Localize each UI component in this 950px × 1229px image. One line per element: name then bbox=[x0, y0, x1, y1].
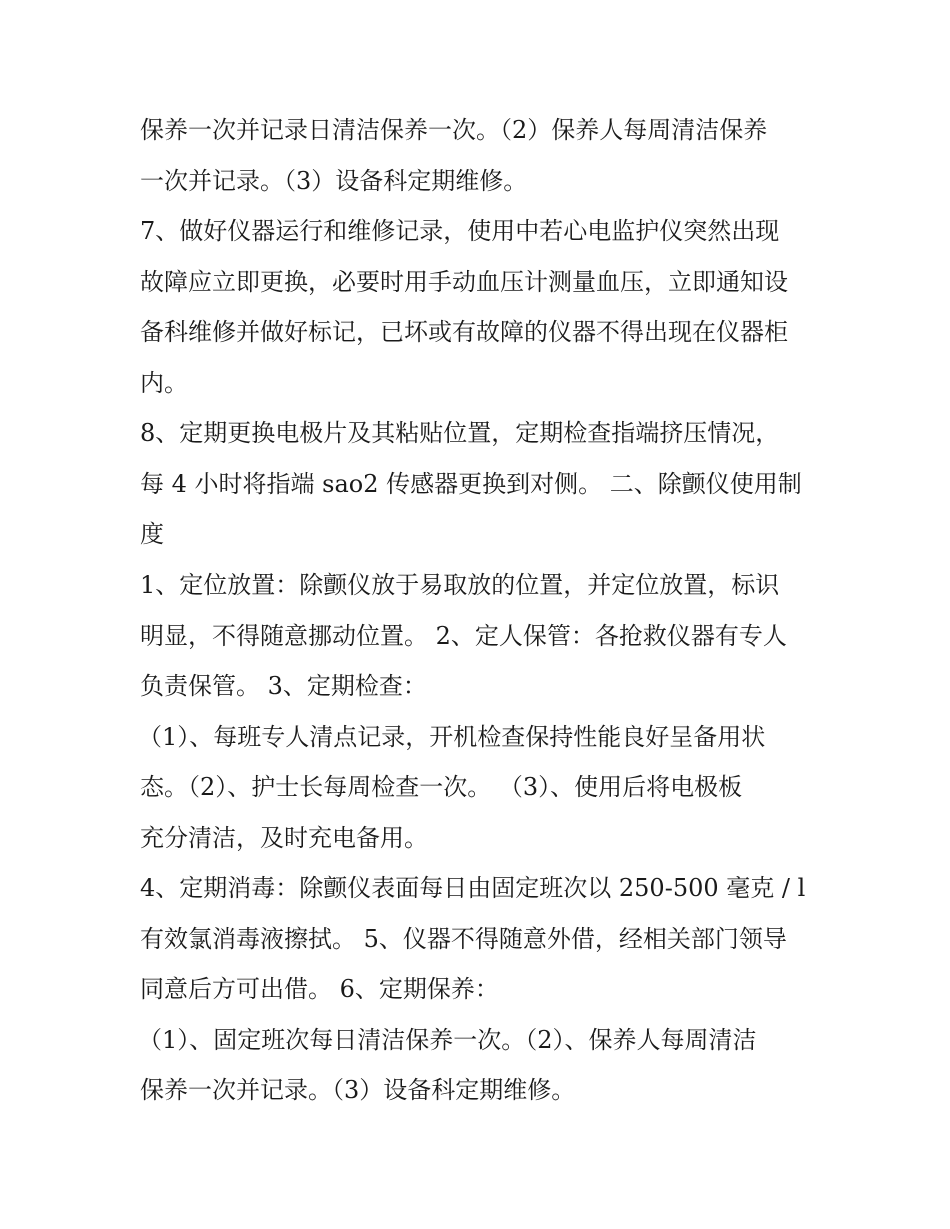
text-line: 保养一次并记录日清洁保养一次。（2）保养人每周清洁保养 bbox=[140, 116, 768, 144]
text-line: 有效氯消毒液擦拭。 5、仪器不得随意外借，经相关部门领导 bbox=[140, 925, 787, 953]
text-line: 7、做好仪器运行和维修记录，使用中若心电监护仪突然出现 bbox=[140, 217, 780, 245]
text-line: 一次并记录。（3）设备科定期维修。 bbox=[140, 167, 528, 195]
text-line: 负责保管。 3、定期检查： bbox=[140, 672, 427, 700]
text-line: （1）、每班专人清点记录，开机检查保持性能良好呈备用状 bbox=[138, 723, 766, 751]
text-line: 同意后方可出借。 6、定期保养： bbox=[140, 975, 499, 1003]
text-line: 明显，不得随意挪动位置。 2、定人保管：各抢救仪器有专人 bbox=[140, 622, 787, 650]
text-line: 保养一次并记录。（3）设备科定期维修。 bbox=[140, 1076, 576, 1104]
text-line: 1、定位放置：除颤仪放于易取放的位置，并定位放置，标识 bbox=[140, 571, 780, 599]
text-line: 8、定期更换电极片及其粘贴位置，定期检查指端挤压情况， bbox=[140, 419, 780, 447]
text-line: 度 bbox=[140, 520, 164, 548]
text-line: 每 4 小时将指端 sao2 传感器更换到对侧。 二、除颤仪使用制 bbox=[140, 470, 802, 498]
text-line: 充分清洁，及时充电备用。 bbox=[140, 824, 428, 852]
text-line: 4、定期消毒：除颤仪表面每日由固定班次以 250-500 毫克 / l bbox=[140, 874, 806, 902]
text-line: 故障应立即更换，必要时用手动血压计测量血压，立即通知设 bbox=[140, 268, 788, 296]
text-line: 态。（2）、护士长每周检查一次。 （3）、使用后将电极板 bbox=[140, 773, 743, 801]
text-line: 内。 bbox=[140, 369, 188, 397]
text-line: 备科维修并做好标记，已坏或有故障的仪器不得出现在仪器柜 bbox=[140, 318, 788, 346]
text-line: （1）、固定班次每日清洁保养一次。（2）、保养人每周清洁 bbox=[138, 1026, 757, 1054]
